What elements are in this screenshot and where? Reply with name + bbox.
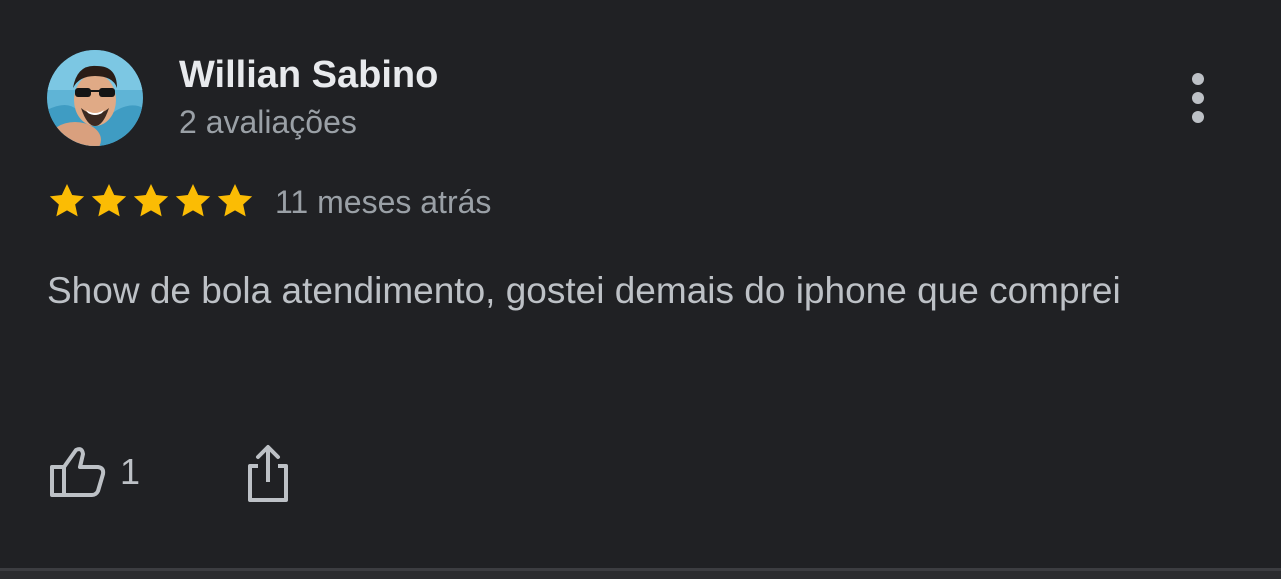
more-options-button[interactable] (1176, 66, 1220, 130)
thumbs-up-icon (48, 445, 106, 499)
avatar[interactable] (47, 50, 143, 146)
share-button[interactable] (240, 440, 296, 504)
star-icon (89, 181, 129, 221)
star-icon (131, 181, 171, 221)
more-vert-icon (1176, 66, 1220, 130)
divider (0, 568, 1281, 579)
like-button[interactable] (48, 440, 140, 504)
star-icon (47, 181, 87, 221)
star-icon (173, 181, 213, 221)
reviewer-name[interactable]: Willian Sabino (179, 54, 439, 96)
avatar-image (47, 50, 143, 146)
review-date: 11 meses atrás (275, 184, 492, 220)
reviewer-reviews-count: 2 avaliações (179, 104, 357, 140)
like-count: 1 (120, 451, 141, 492)
review-text: Show de bola atendimento, gostei demais do iphone que comprei (47, 270, 1121, 311)
star-rating (47, 181, 255, 221)
star-icon (215, 181, 255, 221)
share-icon (240, 440, 296, 504)
